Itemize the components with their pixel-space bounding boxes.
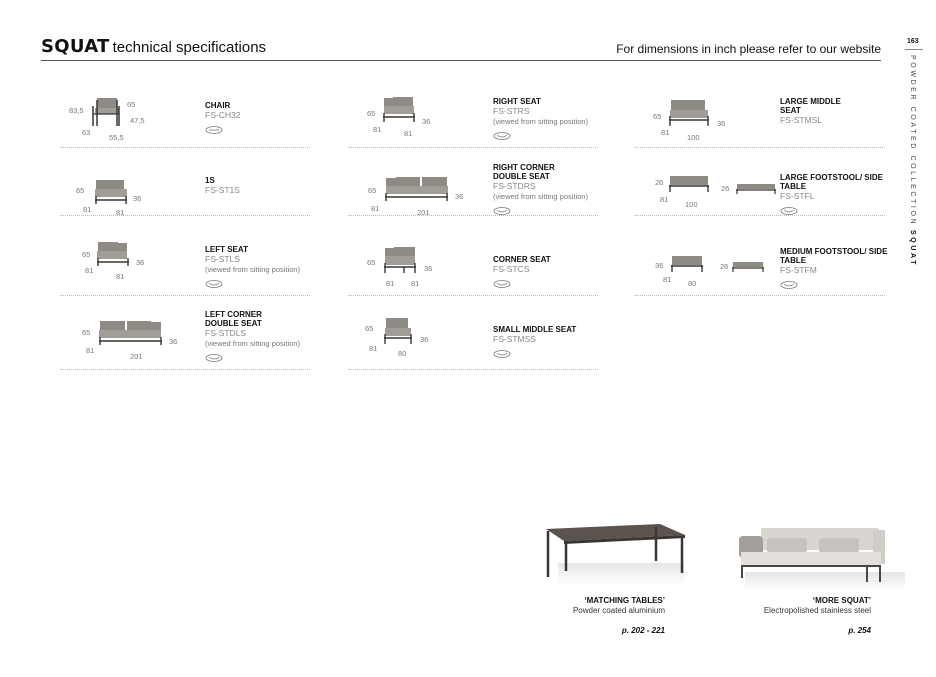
dim-width: 80	[398, 349, 407, 358]
dim-height: 36	[655, 261, 664, 270]
care-symbol-icon	[493, 348, 511, 359]
dim-seat-height: 36	[455, 192, 464, 201]
dim-height: 65	[82, 250, 91, 259]
care-symbol-icon	[493, 130, 511, 141]
dim-height: 65	[367, 109, 376, 118]
dimensions-note: For dimensions in inch please refer to our website	[616, 42, 881, 56]
dim-width: 81	[411, 279, 420, 288]
dim-seat-height: 36	[133, 194, 142, 203]
matching-table-image	[538, 515, 688, 595]
product-code: FS-CH32	[205, 110, 241, 120]
product-right-corner-double	[348, 148, 598, 216]
dim-seat-height: 36	[136, 258, 145, 267]
product-name: MEDIUM FOOTSTOOL/ SIDE TABLE	[780, 247, 888, 265]
right-seat-image	[381, 95, 421, 127]
dim-seat-height: 36	[420, 335, 429, 344]
dim-seat-height: 47,5	[130, 116, 145, 125]
side-collection-label	[909, 55, 916, 267]
dim-seat-height: 36	[169, 337, 178, 346]
page-number-divider	[905, 49, 923, 50]
care-symbol-icon	[205, 278, 223, 289]
1s-info	[205, 148, 330, 196]
right-seat-info	[493, 80, 618, 146]
product-name: LARGE FOOTSTOOL/ SIDE TABLE	[780, 173, 883, 191]
more-squat-sofa-image	[735, 522, 907, 592]
medium-footstool-info	[780, 228, 905, 295]
brand-name: SQUAT	[41, 36, 110, 57]
product-name: RIGHT SEAT	[493, 97, 541, 106]
dim-depth: 81	[386, 279, 395, 288]
product-note: (viewed from sitting position)	[205, 265, 301, 274]
care-symbol-icon	[780, 279, 798, 290]
row-divider	[348, 215, 598, 216]
promo-more-subtitle: Electropolished stainless steel	[763, 606, 871, 615]
dim-width: 100	[685, 200, 698, 209]
product-left-corner-double	[60, 302, 310, 370]
product-code: FS-STFL	[780, 191, 815, 201]
side-brand: SQUAT	[909, 230, 916, 268]
dim-table-height: 26	[720, 262, 729, 271]
large-middle-image	[667, 98, 717, 130]
product-code: FS-STDLS	[205, 328, 247, 338]
product-name: LEFT CORNER DOUBLE SEAT	[205, 310, 262, 328]
product-code: FS-STLS	[205, 254, 240, 264]
product-name: LEFT SEAT	[205, 245, 248, 254]
dim-table-height: 26	[721, 184, 730, 193]
right-corner-double-image	[382, 174, 452, 204]
product-code: FS-STFM	[780, 265, 817, 275]
dim-depth: 65	[127, 100, 136, 109]
dim-depth: 81	[369, 344, 378, 353]
dim-height: 65	[82, 328, 91, 337]
dim-depth: 81	[661, 128, 670, 137]
product-medium-footstool	[635, 228, 888, 296]
dim-seat-height: 36	[717, 119, 726, 128]
dim-width: 81	[116, 272, 125, 281]
row-divider	[60, 369, 310, 370]
small-middle-image	[382, 316, 422, 348]
dim-width: 201	[417, 208, 430, 217]
dim-width: 81	[404, 129, 413, 138]
row-divider	[348, 295, 598, 296]
dim-height: 26	[655, 178, 664, 187]
page-title	[41, 36, 266, 57]
row-divider	[348, 369, 598, 370]
left-corner-double-image	[96, 318, 166, 348]
product-code: FS-STMSS	[493, 334, 536, 344]
large-middle-info	[780, 80, 905, 126]
dim-width: 201	[130, 352, 143, 361]
1s-image	[93, 178, 133, 208]
care-symbol-icon	[493, 278, 511, 289]
product-name: RIGHT CORNER DOUBLE SEAT	[493, 163, 555, 181]
medium-footstool-image	[669, 254, 709, 276]
promo-more-title: ‘MORE SQUAT’	[812, 596, 871, 605]
product-name: CORNER SEAT	[493, 255, 551, 264]
product-chair	[60, 80, 310, 148]
left-corner-double-info	[205, 302, 330, 368]
dim-width: 100	[687, 133, 700, 142]
small-middle-info	[493, 302, 618, 364]
left-seat-info	[205, 228, 330, 294]
product-large-footstool	[635, 148, 885, 216]
dim-seat-height: 36	[422, 117, 431, 126]
product-right-seat	[348, 80, 598, 148]
dim-depth: 81	[85, 266, 94, 275]
product-1s	[60, 148, 310, 216]
dim-height: 83,5	[69, 106, 84, 115]
product-note: (viewed from sitting position)	[205, 339, 301, 348]
dim-width-side: 63	[82, 128, 91, 137]
row-divider	[635, 215, 885, 216]
dim-width: 80	[688, 279, 697, 288]
product-corner-seat	[348, 228, 598, 296]
product-large-middle	[635, 80, 885, 148]
medium-side-table-image	[731, 260, 767, 274]
dim-depth: 81	[371, 204, 380, 213]
product-code: FS-STMSL	[780, 115, 823, 125]
promo-tables-page[interactable]: p. 202 - 221	[621, 626, 665, 635]
row-divider	[60, 295, 310, 296]
dim-height: 65	[76, 186, 85, 195]
care-symbol-icon	[205, 124, 223, 135]
product-name: SMALL MIDDLE SEAT	[493, 325, 577, 334]
dim-seat-height: 36	[424, 264, 433, 273]
dim-width: 55,5	[109, 133, 124, 142]
dim-height: 65	[367, 258, 376, 267]
dim-depth: 81	[373, 125, 382, 134]
product-left-seat	[60, 228, 310, 296]
product-code: FS-ST1S	[205, 185, 240, 195]
promo-tables-subtitle: Powder coated aluminium	[572, 606, 665, 615]
large-side-table-image	[735, 182, 779, 196]
product-small-middle	[348, 302, 598, 370]
dim-depth: 81	[86, 346, 95, 355]
dim-height: 65	[365, 324, 374, 333]
page-number: 163	[907, 38, 919, 45]
product-code: FS-STDRS	[493, 181, 536, 191]
right-corner-double-info	[493, 148, 618, 221]
product-name: 1S	[205, 176, 215, 185]
product-name: CHAIR	[205, 101, 231, 110]
dim-width: 81	[116, 208, 125, 217]
dim-height: 65	[368, 186, 377, 195]
promo-more-page[interactable]: p. 254	[848, 626, 871, 635]
product-note: (viewed from sitting position)	[493, 117, 589, 126]
product-note: (viewed from sitting position)	[493, 192, 589, 201]
corner-seat-info	[493, 228, 618, 294]
chair-image	[90, 94, 130, 134]
promo-tables-title: ‘MATCHING TABLES’	[584, 596, 665, 605]
row-divider	[60, 215, 310, 216]
care-symbol-icon	[205, 352, 223, 363]
row-divider	[635, 295, 885, 296]
large-footstool-image	[667, 174, 717, 196]
dim-depth: 81	[660, 195, 669, 204]
left-seat-image	[95, 240, 135, 270]
product-code: FS-STRS	[493, 106, 530, 116]
title-subtitle: technical specifications	[112, 39, 267, 56]
product-code: FS-STCS	[493, 264, 530, 274]
dim-depth: 81	[83, 205, 92, 214]
large-footstool-info	[780, 148, 905, 221]
side-label: POWDER COATED COLLECTION	[909, 55, 916, 227]
chair-info	[205, 80, 330, 140]
dim-height: 65	[653, 112, 662, 121]
dim-depth: 81	[663, 275, 672, 284]
header-divider	[41, 60, 881, 61]
product-name: LARGE MIDDLE SEAT	[780, 97, 841, 115]
corner-seat-image	[382, 245, 422, 277]
